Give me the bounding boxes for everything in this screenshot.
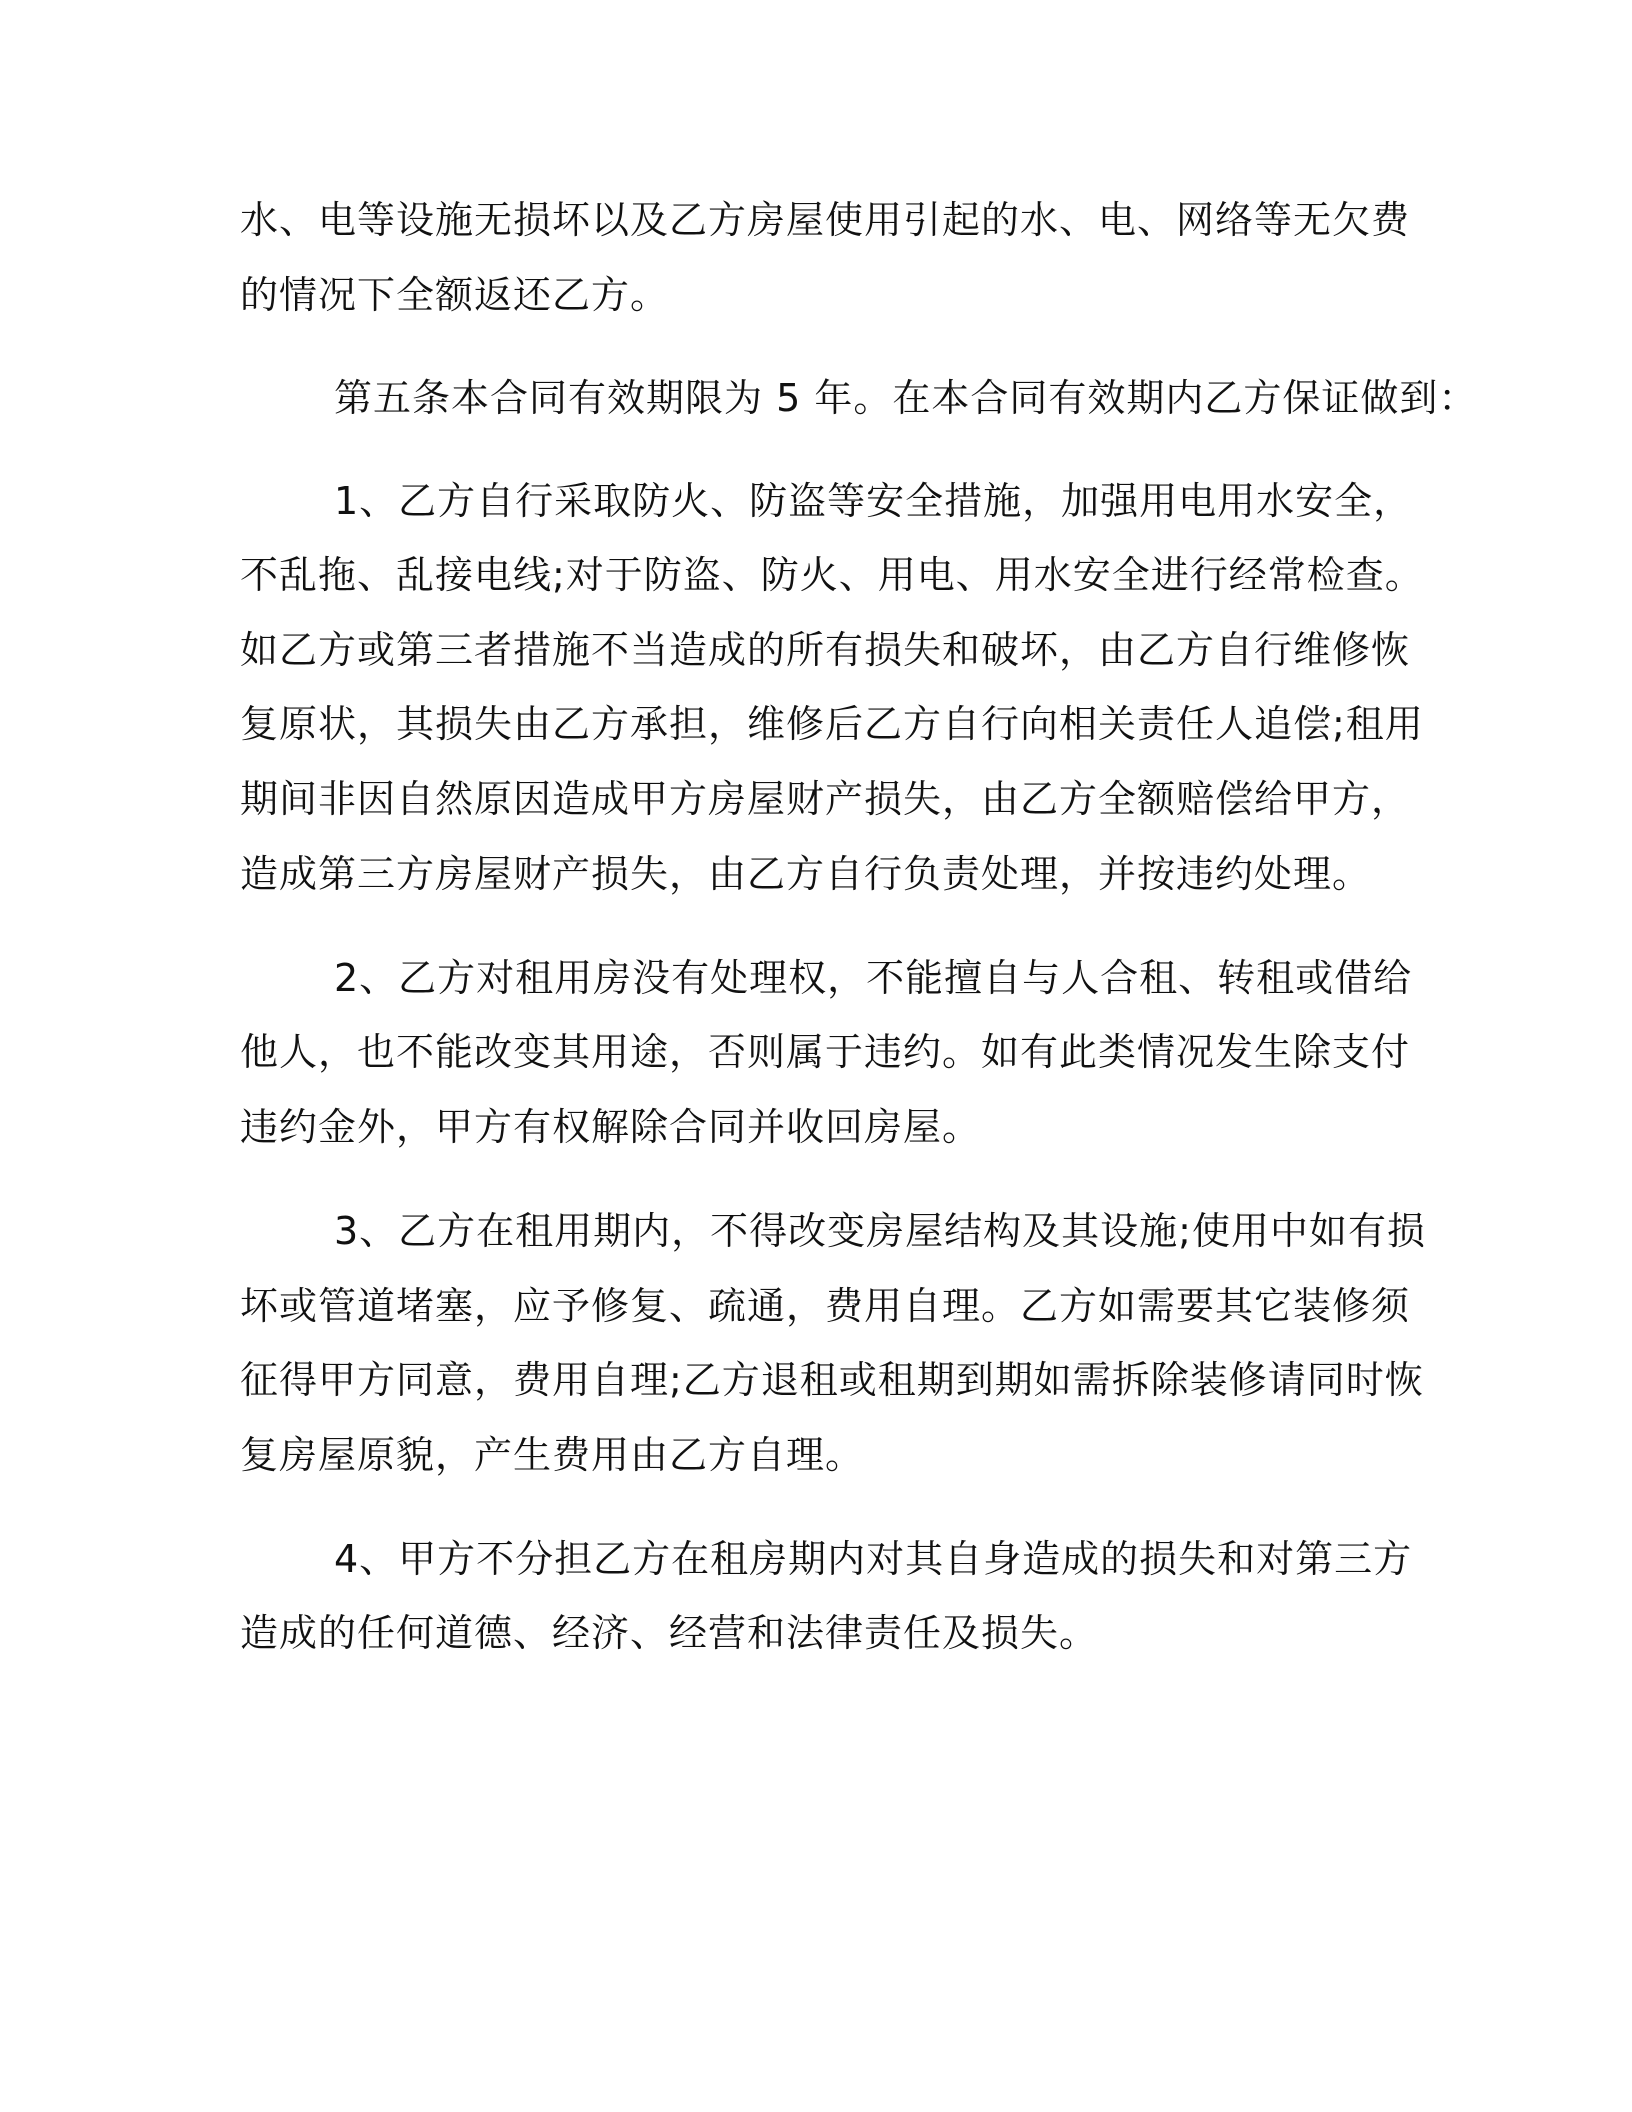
text-line: 的情况下全额返还乙方。: [240, 273, 670, 317]
text-line: 水、电等设施无损坏以及乙方房屋使用引起的水、电、网络等无欠费: [240, 198, 1411, 242]
clause-2-line: 他人，也不能改变其用途，否则属于违约。如有此类情况发生除支付: [240, 1030, 1411, 1074]
clause-3-line: 3、乙方在租用期内，不得改变房屋结构及其设施;使用中如有损: [334, 1209, 1426, 1253]
clause-3-line: 征得甲方同意，费用自理;乙方退租或租期到期如需拆除装修请同时恢: [240, 1358, 1424, 1402]
clause-1-line: 复原状，其损失由乙方承担，维修后乙方自行向相关责任人追偿;租用: [240, 702, 1424, 746]
clause-1-line: 期间非因自然原因造成甲方房屋财产损失，由乙方全额赔偿给甲方，: [240, 777, 1411, 821]
clause-3-line: 复房屋原貌，产生费用由乙方自理。: [240, 1433, 865, 1477]
clause-3-line: 坏或管道堵塞，应予修复、疏通，费用自理。乙方如需要其它装修须: [240, 1284, 1411, 1328]
clause-1-line: 不乱拖、乱接电线;对于防盗、防火、用电、用水安全进行经常检查。: [240, 553, 1424, 597]
clause-4-line: 4、甲方不分担乙方在租房期内对其自身造成的损失和对第三方: [334, 1537, 1413, 1581]
clause-1-line: 造成第三方房屋财产损失，由乙方自行负责处理，并按违约处理。: [240, 852, 1372, 896]
clause-2-line: 违约金外，甲方有权解除合同并收回房屋。: [240, 1105, 982, 1149]
clause-4-line: 造成的任何道德、经济、经营和法律责任及损失。: [240, 1611, 1099, 1655]
clause-1-line: 如乙方或第三者措施不当造成的所有损失和破坏，由乙方自行维修恢: [240, 628, 1411, 672]
clause-2-line: 2、乙方对租用房没有处理权，不能擅自与人合租、转租或借给: [334, 956, 1413, 1000]
clause-1-line: 1、乙方自行采取防火、防盗等安全措施，加强用电用水安全，: [334, 479, 1413, 523]
article-heading: 第五条本合同有效期限为 5 年。在本合同有效期内乙方保证做到：: [334, 376, 1478, 420]
